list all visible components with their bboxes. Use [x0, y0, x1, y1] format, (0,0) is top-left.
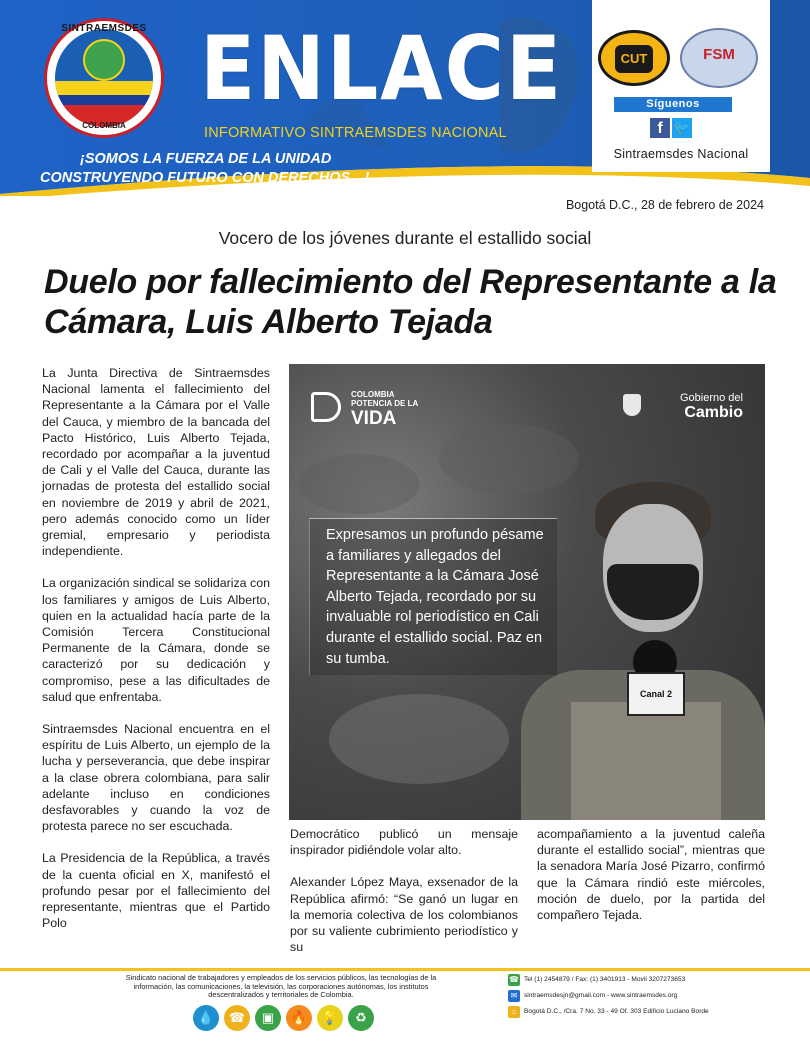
- paragraph: Alexander López Maya, exsenador de la República afirmó: “Se ganó un lugar en la memoria colectiva de los colombianos por su valiente cubrimiento periodístico y su: [290, 875, 518, 955]
- contact-address: ⌂ Bogotá D.C., /Cra. 7 No. 33 - 49 Of. 303 Edificio Luciano Borde: [508, 1006, 768, 1022]
- phone-icon: ☎: [509, 975, 519, 984]
- mic-flag: Canal 2: [627, 672, 685, 716]
- location-icon: ⌂: [508, 1006, 520, 1018]
- slogan-line-2: CONSTRUYENDO FUTURO CON DERECHOS…!: [40, 170, 370, 186]
- condolence-quote: Expresamos un profundo pésame a familiares y allegados del Representante a la Cámara José Alberto Tejada, recordado por su invaluable rol periodístico en Cali durante el estallido social. Paz en su tumba.: [309, 518, 557, 675]
- mail-icon: ✉: [508, 990, 520, 1002]
- contact-phone: ☎ Tel (1) 2454879 / Fax: (1) 3401913 - Movil 3207273653: [509, 975, 686, 984]
- phone-icon: ☎: [224, 1005, 250, 1031]
- sector-icons: [193, 1005, 373, 1033]
- paragraph: acompañamiento a la juventud caleña durante el estallido social”, mientras que la senadora María José Pizarro, confirmó que la Cámara rindió este miércoles, moción de duelo, por la partida del compañero Tejada.: [537, 827, 765, 923]
- paragraph: La Presidencia de la República, a través de la cuenta oficial en X, manifestó el profundo pesar por el fallecimiento del representante, mientras que el Partido Polo: [42, 851, 270, 931]
- water-drop-icon: 💧: [193, 1005, 219, 1031]
- article-headline: Duelo por fallecimiento del Representante a la Cámara, Luis Alberto Tejada: [44, 263, 777, 341]
- lightbulb-icon: 💡: [317, 1005, 343, 1031]
- colombia-potencia-vida-logo: [311, 386, 451, 430]
- twitter-icon[interactable]: 🐦: [672, 118, 692, 138]
- social-panel: [592, 0, 770, 172]
- logo-ring-text-bottom: COLOMBIA: [82, 121, 126, 130]
- fire-icon: 🔥: [286, 1005, 312, 1031]
- gov-big-text: Cambio: [684, 404, 743, 421]
- brand-small-line-1: COLOMBIA: [351, 390, 395, 399]
- social-handle: Sintraemsdes Nacional: [613, 147, 749, 161]
- slogan-line-1: ¡SOMOS LA FUERZA DE LA UNIDAD: [80, 151, 332, 167]
- newsletter-title: ENLACE: [200, 17, 564, 120]
- masthead: [0, 0, 810, 196]
- portrait: [521, 482, 765, 820]
- gov-small-text: Gobierno del: [680, 392, 743, 404]
- article-column-middle: [290, 826, 518, 971]
- television-icon: ▣: [255, 1005, 281, 1031]
- dateline: Bogotá D.C., 28 de febrero de 2024: [565, 198, 764, 212]
- paragraph: Democrático publicó un mensaje inspirador pidiéndole volar alto.: [290, 827, 518, 858]
- brand-mark-icon: [311, 392, 341, 422]
- recycle-icon: ♻: [348, 1005, 374, 1031]
- brand-vida: VIDA: [351, 408, 397, 429]
- paragraph: La Junta Directiva de Sintraemsdes Nacional lamenta el fallecimiento del Representante a la Cámara por el Valle del Cauca, y miembro de la bancada del Pacto Histórico, Luis Alberto Tejada, recordado por acompañar a la juventud de Cali y el Valle del Cauca, durante las jornadas de protesta del estallido social en noviembre de 2019 y abril de 2021, pero además conocido como un líder gremial, empresario y periodista independiente.: [42, 366, 270, 559]
- fsm-logo: FSM: [680, 28, 758, 88]
- brand-small-line-2: POTENCIA DE LA: [351, 399, 419, 408]
- shield-icon: [623, 394, 641, 416]
- globe-icon: [83, 39, 125, 81]
- footer-divider: [0, 968, 810, 971]
- logo-ring-text-top: SINTRAEMSDES: [61, 23, 147, 34]
- follow-us-label: Síguenos: [614, 97, 732, 112]
- paragraph: La organización sindical se solidariza con los familiares y amigos de Luis Alberto, quien en la actualidad hacía parte de la Comisión Tercera Constitucional Permanente de la Cámara, donde se caracterizó por su dedicación y compromiso, pese a las dificultades de salud que enfrentaba.: [42, 576, 270, 704]
- footer-contact: [508, 974, 768, 1022]
- facebook-icon[interactable]: f: [650, 118, 670, 138]
- gobierno-del-cambio-logo: [623, 392, 743, 422]
- cut-logo: CUT: [598, 30, 670, 86]
- contact-email: ✉ sintraemsdesjn@gmail.com - www.sintraemsdes.org: [508, 990, 768, 1006]
- paragraph: Sintraemsdes Nacional encuentra en el espíritu de Luis Alberto, un ejemplo de la lucha y perseverancia, que debe inspirar a la clase obrera colombiana, para salir adelante incluso en condiciones desfavorables y cuando la voz de protesta parece no ser escuchada.: [42, 722, 270, 834]
- article-column-left: [42, 365, 270, 948]
- sintraemsdes-logo: [44, 18, 164, 138]
- footer-organization: Sindicato nacional de trabajadores y empleados de los servicios públicos, las tecnologías de la información, las comunicaciones, la televisión, las corporaciones autónomas, los institutos descentralizados y territoriales de Colombia.: [125, 973, 437, 1000]
- slogan: [40, 150, 440, 188]
- article-column-right: [537, 826, 765, 923]
- article-photo: [289, 364, 765, 820]
- article-kicker: Vocero de los jóvenes durante el estallido social: [218, 228, 592, 248]
- newsletter-subtitle: INFORMATIVO SINTRAEMSDES NACIONAL: [204, 125, 507, 141]
